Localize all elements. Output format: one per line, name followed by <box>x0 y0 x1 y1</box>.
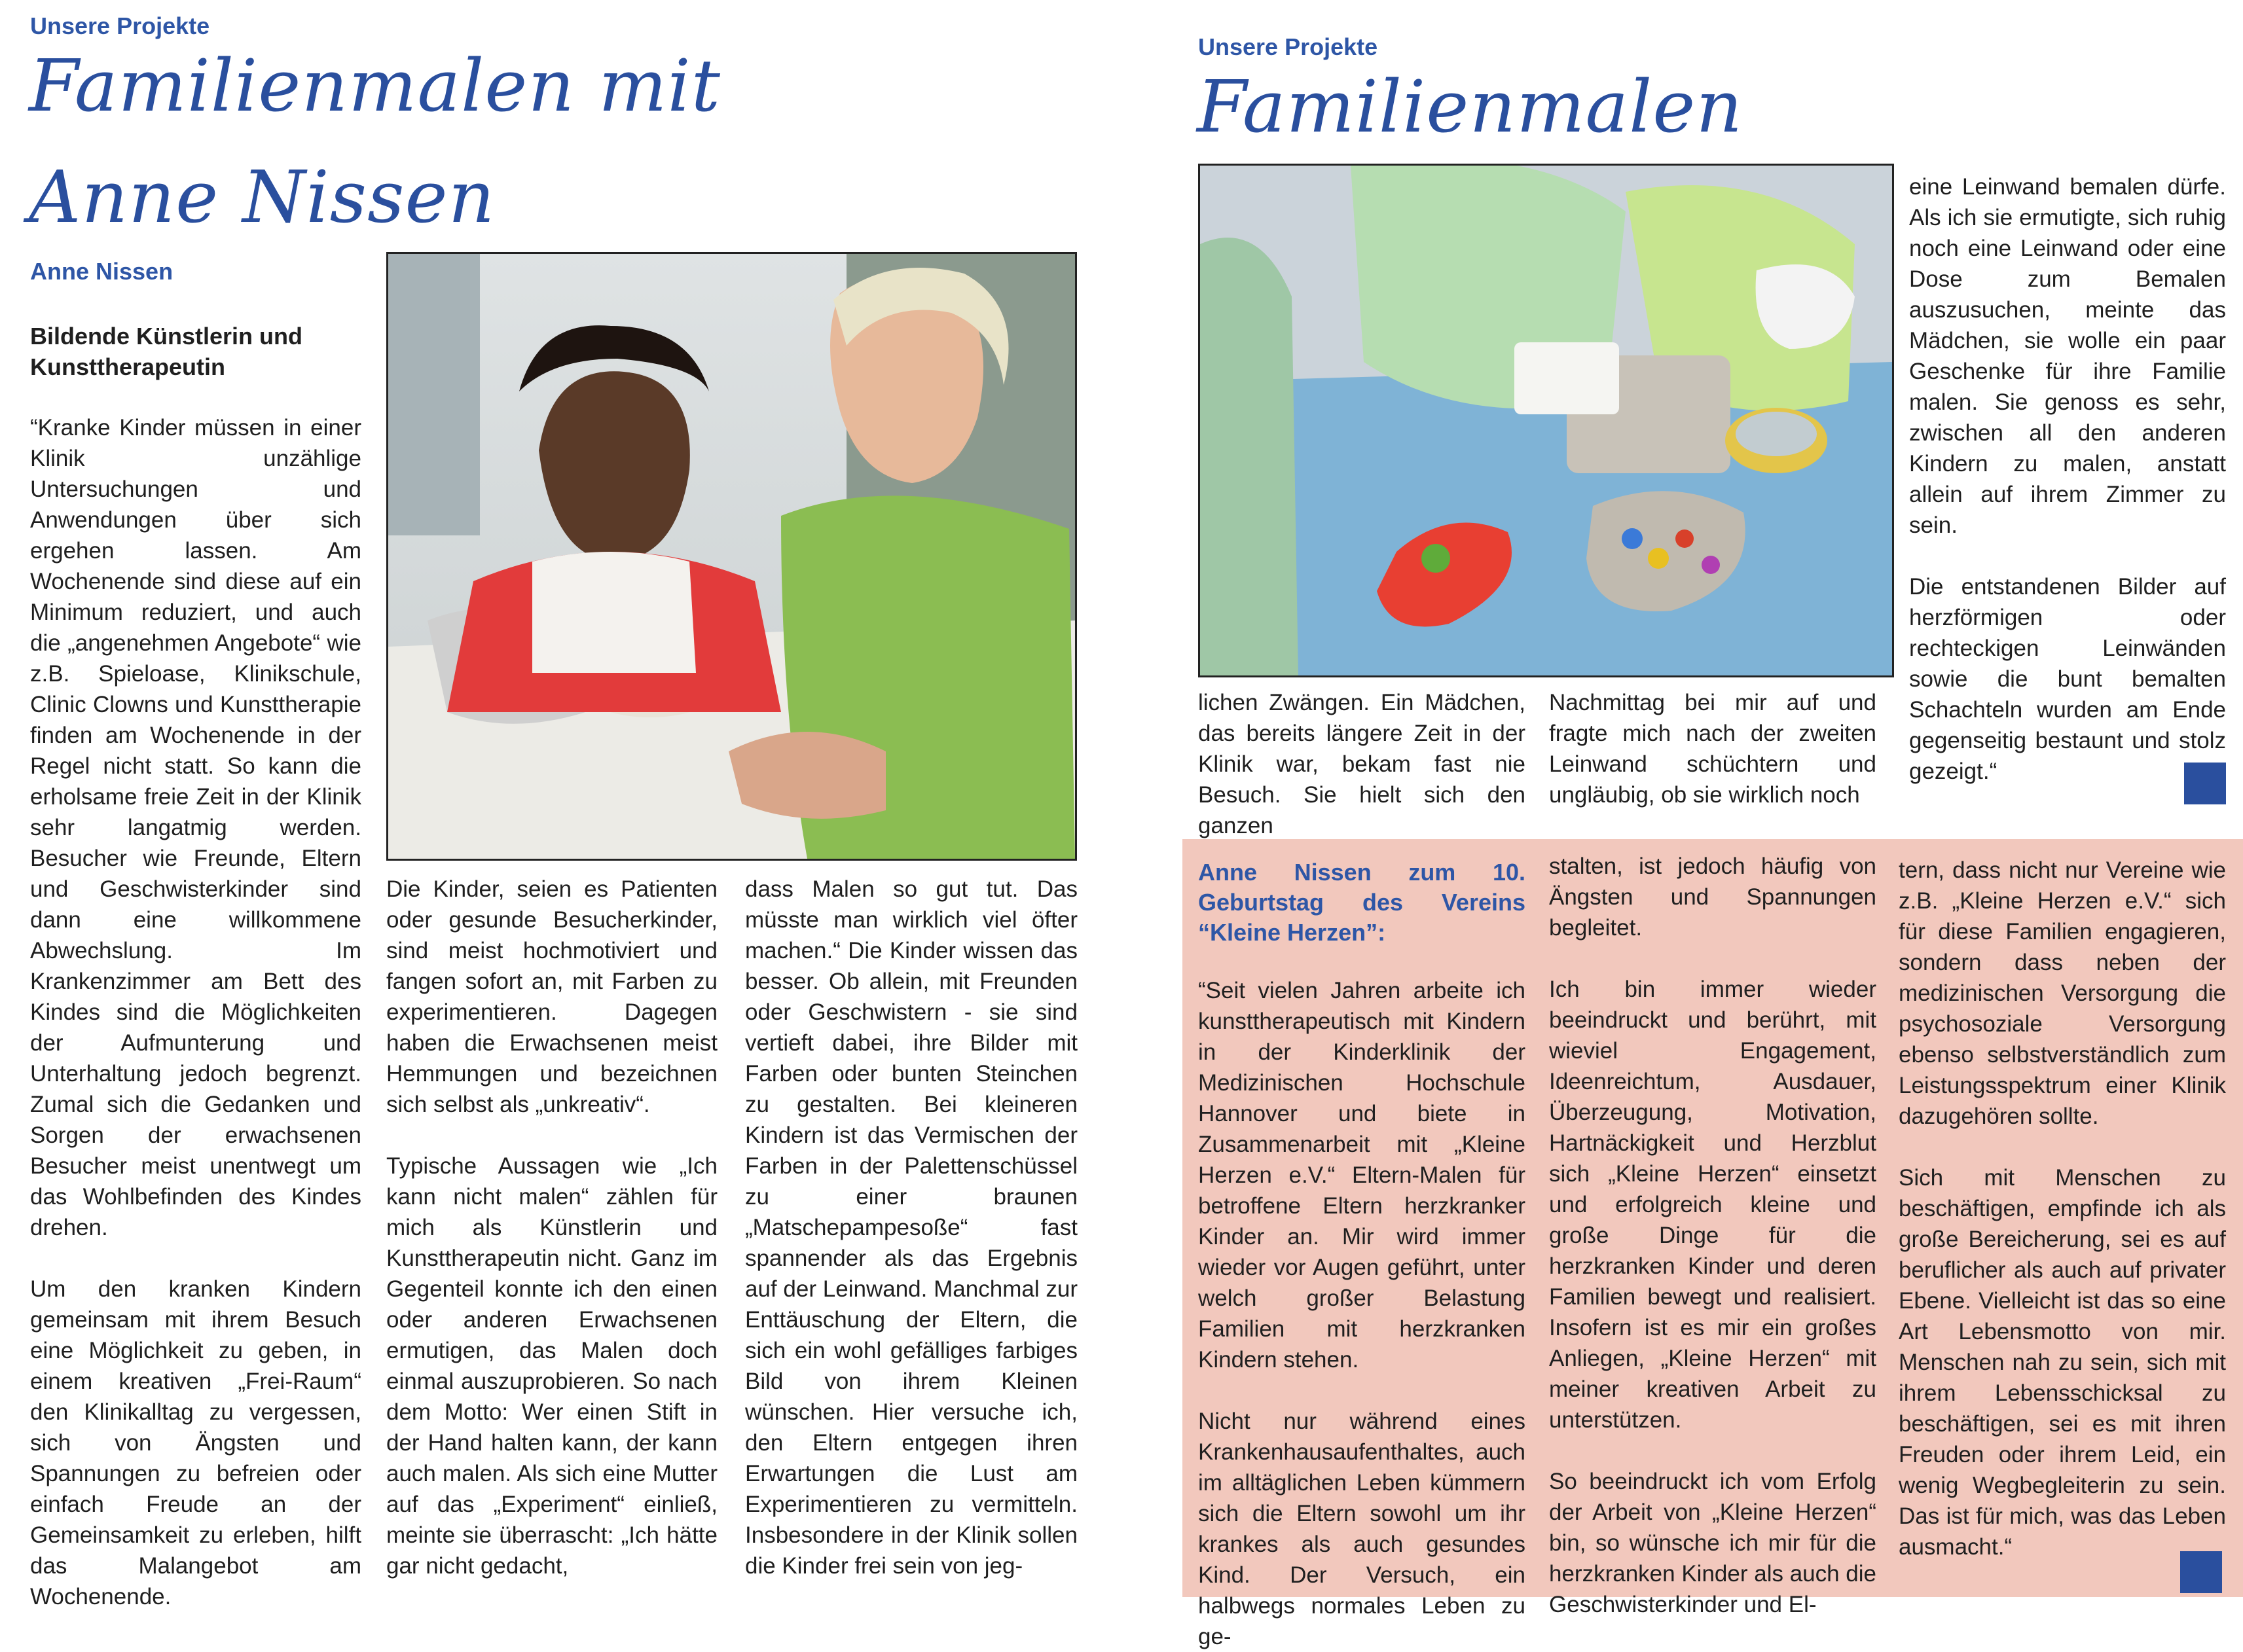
right-side-column <box>1909 171 2226 787</box>
paragraph: Um den kranken Kindern gemeinsam mit ihrem Besuch eine Möglichkeit zu geben, in einem kreativen „Frei-Raum“ den Klinikalltag zu vergessen, sich von Ängsten und Spannungen zu befreien oder einfach Freude an der Gemeinsamkeit zu erleben, hilft das Malangebot am Wochenende. <box>30 1276 361 1609</box>
paragraph: stalten, ist jedoch häufig von Ängsten und Spannungen begleitet. <box>1549 853 1876 941</box>
paragraph: Ich bin immer wieder beeindruckt und berührt, mit wieviel Engagement, Ideenreichtum, Ausdauer, Überzeugung, Motivation, Hartnäckigkeit und Herzblut sich „Kleine Herzen“ einsetzt und erfolgreich kleine und große Dinge für die herzkranken Kinder und deren Familien bewegt und realisiert. Insofern ist es mir ein großes Anliegen, „Kleine Herzen“ mit meiner kreativen Arbeit zu unterstützen. <box>1549 977 1876 1433</box>
paragraph: dass Malen so gut tut. Das müsste man wirklich viel öfter machen.“ Die Kinder wissen das besser. Ob allein, mit Freunden oder Geschwistern - sie sind vertieft dabei, ihre Bilder mit Farben oder bunten Steinchen zu gestalten. Bei kleineren Kindern ist das Vermischen der Farben in der Palettenschüssel zu einer braunen „Matschepampesoße“ fast spannender als das Ergebnis auf der Leinwand. Manchmal zur Enttäuschung der Eltern, die sich ein wohl gefälliges farbiges Bild von ihrem Kleinen wünschen. Hier versuche ich, den Eltern entgegen ihren Erwartungen die Lust am Experimentieren zu vermitteln. Insbesondere in der Klinik sollen die Kinder frei sein von jeg- <box>745 876 1078 1579</box>
photo-illustration <box>388 254 1075 859</box>
left-column-2 <box>386 874 718 1581</box>
left-column-1 <box>30 412 361 1612</box>
title-line-1: Familienmalen mit <box>29 44 721 128</box>
under-photo-column-2: Nachmittag bei mir auf und fragte mich nach der zweiten Leinwand schüchtern und ungläubig, ob sie wirklich noch <box>1549 690 1876 808</box>
author-name: Anne Nissen <box>30 258 173 285</box>
paragraph: Die Kinder, seien es Patienten oder gesunde Besucherkinder, sind meist hochmotiviert und fangen sofort an, mit Farben zu experimentieren. Dagegen haben die Erwachsenen meist Hemmungen und bezeichnen sich selbst als „unkreativ“. <box>386 876 718 1117</box>
photo-child-with-artist <box>386 252 1077 861</box>
under-photo-column-1: lichen Zwängen. Ein Mädchen, das bereits längere Zeit in der Klinik war, bekam fast nie Besuch. Sie hielt sich den ganzen <box>1198 690 1525 838</box>
left-column-3 <box>745 874 1078 1581</box>
end-of-article-mark <box>2184 763 2226 804</box>
paragraph: “Kranke Kinder müssen in einer Klinik unzählige Untersuchungen und Anwendungen über sich ergehen lassen. Am Wochenende sind diese auf ein Minimum reduziert, und auch die „angenehmen Angebote“ wie z.B. Spieloase, Klinikschule, Clinic Clowns und Kunsttherapie finden am Wochenende in der Regel nicht statt. So kann die erholsame freie Zeit in der Klinik sehr langatmig werden. Besucher wie Freunde, Eltern und Geschwisterkinder sind dann eine willkommene Abwechslung. Im Krankenzimmer am Bett des Kindes sind die Möglichkeiten der Aufmunterung und Unterhaltung jedoch begrenzt. Zumal sich die Gedanken und Sorgen der erwachsenen Besucher meist unentwegt um das Wohlbefinden des Kindes drehen. <box>30 415 361 1240</box>
box-heading: Anne Nissen zum 10. Geburtstag des Vereins “Kleine Herzen”: <box>1198 859 1525 946</box>
article-title-right: Familienmalen <box>1197 65 1743 149</box>
article-title <box>29 37 880 246</box>
paragraph: “Seit vielen Jahren arbeite ich kunsttherapeutisch mit Kindern in der Kinderklinik der Medizinischen Hochschule Hannover und biete in Zusammenarbeit mit „Kleine Herzen e.V.“ Eltern-Malen für betroffene Eltern herzkranker Kinder an. Mir wird immer wieder vor Augen geführt, unter welch großer Belastung Familien mit herzkranken Kindern stehen. <box>1198 978 1525 1373</box>
box-column-1 <box>1198 975 1525 1652</box>
paragraph: Typische Aussagen wie „Ich kann nicht malen“ zählen für mich als Künstlerin und Kunsttherapeutin nicht. Ganz im Gegenteil konnte ich den einen oder anderen Erwachsenen ermutigen, das Malen doch einmal auszuprobieren. So nach dem Motto: Wer einen Stift in der Hand halten kann, der kann auch malen. Als sich eine Mutter auf das „Experiment“ einließ, meinte sie überrascht: „Ich hätte gar nicht gedacht, <box>386 1153 718 1579</box>
title-line-2: Anne Nissen <box>29 155 496 239</box>
section-kicker: Unsere Projekte <box>30 12 210 39</box>
paragraph: Sich mit Menschen zu beschäftigen, empfinde ich als große Bereicherung, sei es auf beruflicher als auch auf privater Ebene. Vielleicht ist das so eine Art Lebensmotto von mir. Menschen nah zu sein, sich mit ihrem Lebensschicksal zu beschäftigen, sei es mit ihren Freuden oder ihrem Leid, ein wenig Wegbegleiterin zu sein. Das ist für mich, was das Leben ausmacht.“ <box>1899 1165 2226 1560</box>
box-column-2 <box>1549 851 1876 1620</box>
paragraph: Die entstandenen Bilder auf herzförmigen oder rechteckigen Leinwänden sowie die bunt bemalten Schachteln wurden am Ende gegenseitig bestaunt und stolz gezeigt.“ <box>1909 574 2226 784</box>
paragraph: So beeindruckt ich vom Erfolg der Arbeit von „Kleine Herzen“ bin, so wünsche ich mir für die herzkranken Kinder als auch die Geschwisterkinder und El- <box>1549 1469 1877 1617</box>
box-end-mark <box>2180 1551 2222 1593</box>
info-box <box>1182 839 2243 1649</box>
paragraph: Nicht nur während eines Krankenhausaufenthaltes, auch im alltäglichen Leben kümmern sich die Eltern sowohl um ihr krankes als auch gesundes Kind. Der Versuch, ein halbwegs normales Leben zu ge- <box>1198 1409 1525 1649</box>
photo-illustration <box>1200 166 1892 675</box>
paragraph: eine Leinwand bemalen dürfe. Als ich sie ermutigte, sich ruhig noch eine Leinwand oder eine Dose zum Bemalen auszusuchen, meinte das Mädchen, sie wolle ein paar Geschenke für ihre Familie malen. Sie genoss es sehr, zwischen all den anderen Kindern zu malen, anstatt allein auf ihrem Zimmer zu sein. <box>1909 174 2226 538</box>
photo-family-painting <box>1198 164 1894 677</box>
section-kicker-right: Unsere Projekte <box>1198 33 1378 60</box>
box-column-3 <box>1899 855 2226 1562</box>
author-role: Bildende Künstlerin und Kunsttherapeutin <box>30 323 303 380</box>
paragraph: tern, dass nicht nur Vereine wie z.B. „Kleine Herzen e.V.“ sich für diese Familien engagieren, sondern dass neben der medizinischen Versorgung die psychosoziale Versorgung ebenso selbstverständlich zum Leistungsspektrum einer Klinik dazugehören sollte. <box>1899 857 2226 1129</box>
